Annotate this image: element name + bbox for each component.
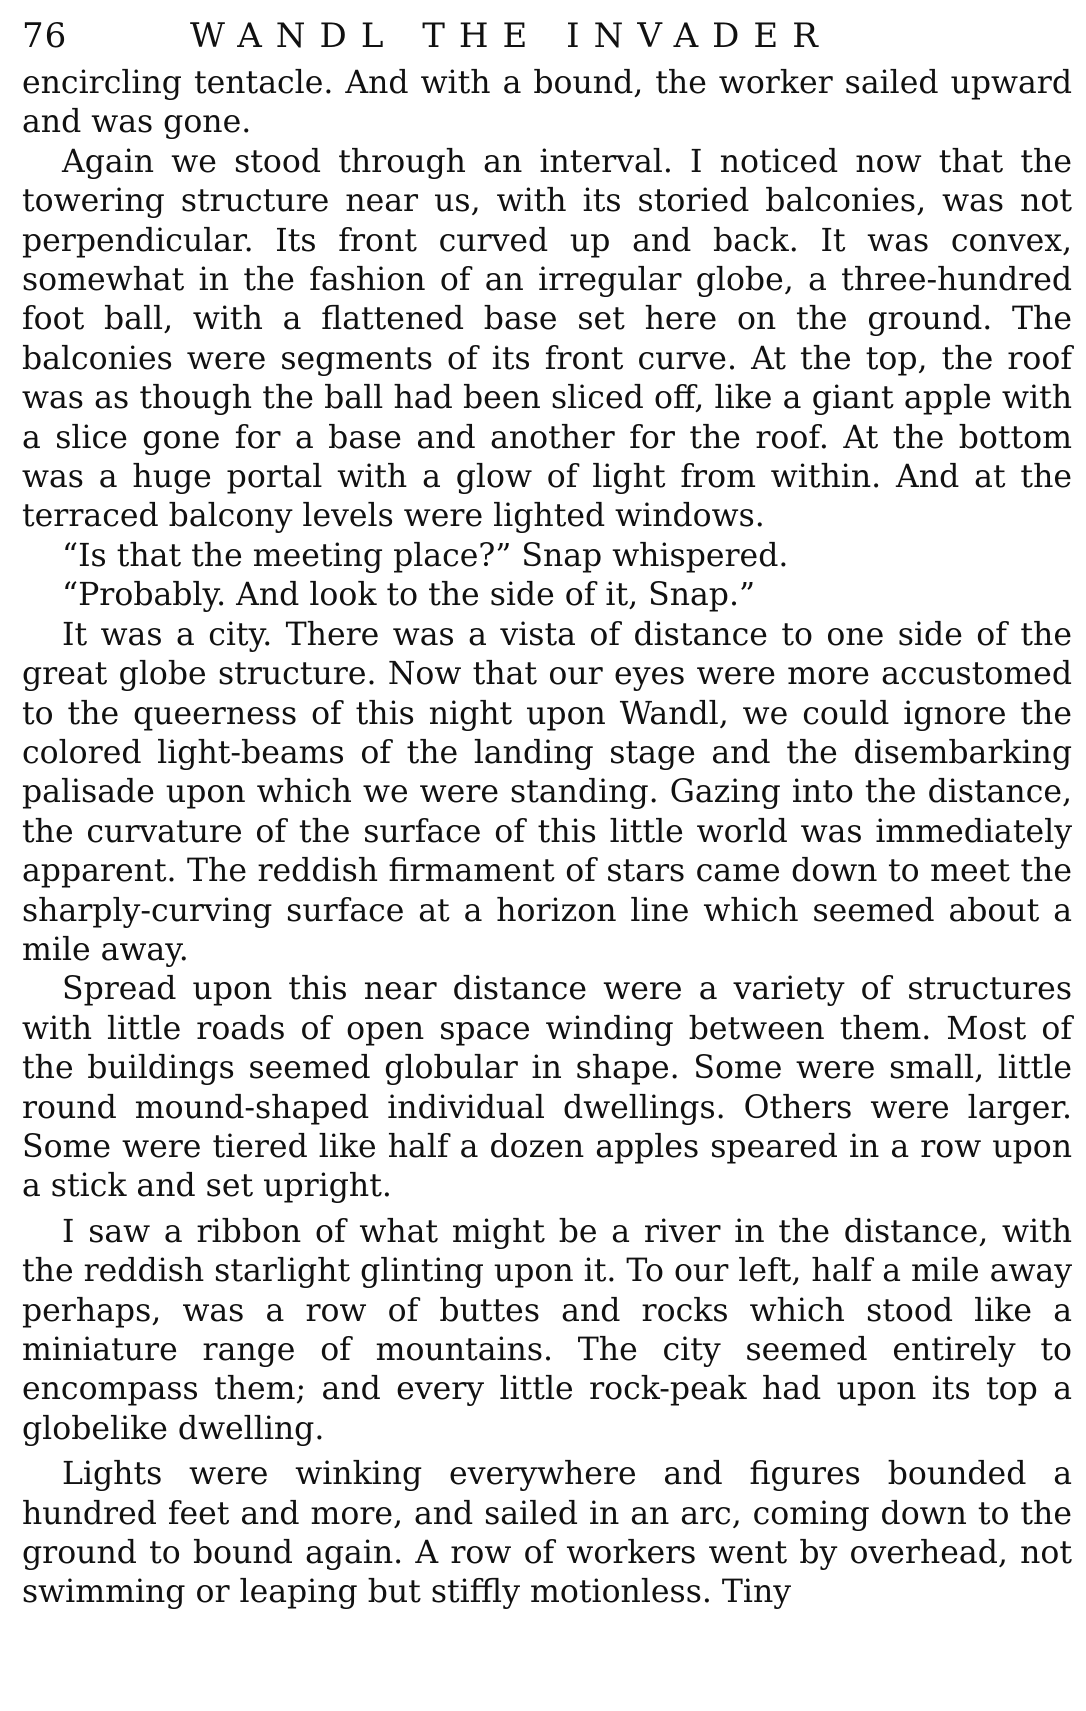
paragraph: “Probably. And look to the side of it, Snap.” bbox=[62, 577, 756, 614]
paragraph: Again we stood through an interval. I noticed now that the towering structure near us, with its storied balconies, was not perpendicular. Its front curved up and back. It was convex, somewhat in the fashion of an irregular globe, a three-hundred foot ball, with a flattened base set here on the ground. The balconies were segments of its front curve. At the top, the roof was as though the ball had been sliced off, like a giant apple with a slice gone for a base and another for the roof. At the bottom was a huge portal with a glow of light from within. And at the terraced balcony levels were lighted windows. bbox=[22, 143, 1072, 535]
page-number: 76 bbox=[22, 16, 68, 56]
paragraph: encircling tentacle. And with a bound, the worker sailed upward and was gone. bbox=[22, 65, 1072, 141]
paragraph: It was a city. There was a vista of distance to one side of the great globe structure. Now that our eyes were more accustomed to the queerness of this night upon Wandl, we could ignore the colored light-beams of the landing stage and the disembarking palisade upon which we were standing. Gazing into the distance, the curvature of the surface of this little world was immediately apparent. The reddish firmament of stars came down to meet the sharply-curving surface at a horizon line which seemed about a mile away. bbox=[22, 616, 1072, 968]
paragraph: I saw a ribbon of what might be a river in the distance, with the reddish starlight glinting upon it. To our left, half a mile away perhaps, was a row of buttes and rocks which stood like a miniature range of mountains. The city seemed entirely to encompass them; and every little rock-peak had upon its top a globelike dwelling. bbox=[22, 1213, 1072, 1447]
paragraph: Lights were winking everywhere and figures bounded a hundred feet and more, and sailed in an arc, coming down to the ground to bound again. A row of workers went by overhead, not swimming or leaping but stiffly motionless. Tiny bbox=[22, 1456, 1072, 1611]
running-head bbox=[22, 12, 1072, 56]
paragraph: “Is that the meeting place?” Snap whispered. bbox=[62, 537, 789, 574]
book-title: WANDL THE INVADER bbox=[190, 16, 832, 56]
body-text bbox=[22, 64, 1072, 1613]
book-page bbox=[22, 12, 1072, 1613]
paragraph: Spread upon this near distance were a variety of structures with little roads of open space winding between them. Most of the buildings seemed globular in shape. Some were small, little round mound-shaped individual dwellings. Others were larger. Some were tiered like half a dozen apples speared in a row upon a stick and set upright. bbox=[22, 971, 1072, 1205]
